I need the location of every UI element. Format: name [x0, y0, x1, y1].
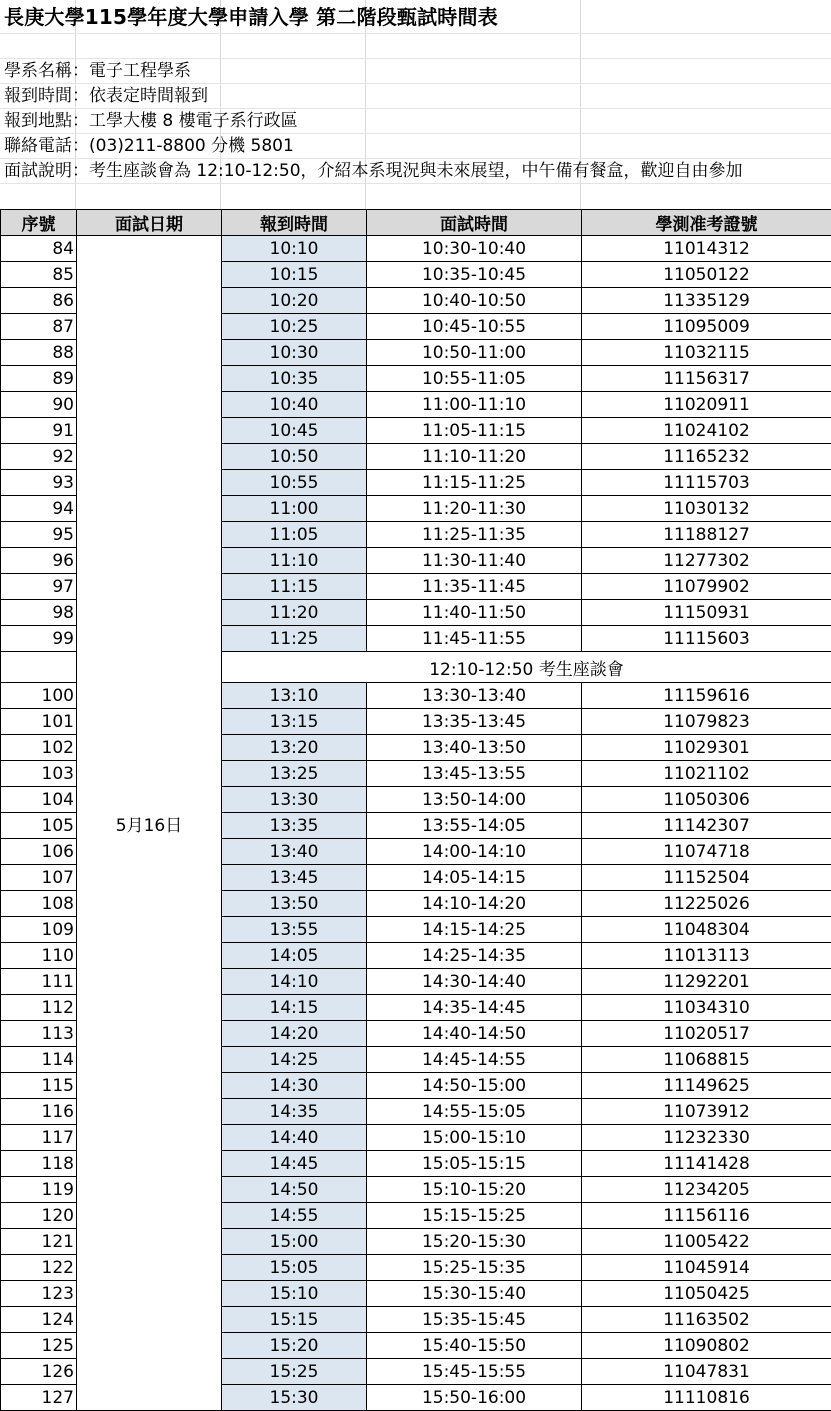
- header-seq: 序號: [1, 210, 77, 236]
- seq-cell: 90: [1, 392, 77, 418]
- exam-number-cell: 11150931: [582, 600, 831, 626]
- seq-cell: 94: [1, 496, 77, 522]
- interview-time-cell: 11:00-11:10: [367, 392, 582, 418]
- seq-cell: 114: [1, 1047, 77, 1073]
- interview-time-cell: 14:35-14:45: [367, 995, 582, 1021]
- interview-time-cell: 11:25-11:35: [367, 522, 582, 548]
- info-checkin-time: 報到時間：依表定時間報到: [4, 84, 208, 109]
- checkin-time-cell: 14:35: [222, 1099, 367, 1125]
- seq-cell: 86: [1, 288, 77, 314]
- checkin-time-cell: 10:15: [222, 262, 367, 288]
- exam-number-cell: 11095009: [582, 314, 831, 340]
- seq-cell: 121: [1, 1229, 77, 1255]
- interview-time-cell: 15:50-16:00: [367, 1385, 582, 1411]
- seq-cell: 92: [1, 444, 77, 470]
- seq-cell: 105: [1, 813, 77, 839]
- info-label: 面試說明: [4, 161, 72, 181]
- seq-cell: 88: [1, 340, 77, 366]
- checkin-time-cell: 15:25: [222, 1359, 367, 1385]
- exam-number-cell: 11050122: [582, 262, 831, 288]
- interview-time-cell: 15:25-15:35: [367, 1255, 582, 1281]
- checkin-time-cell: 13:35: [222, 813, 367, 839]
- exam-number-cell: 11030132: [582, 496, 831, 522]
- page-title: 長庚大學115學年度大學申請入學 第二階段甄試時間表: [4, 2, 498, 32]
- exam-number-cell: 11032115: [582, 340, 831, 366]
- checkin-time-cell: 15:05: [222, 1255, 367, 1281]
- checkin-time-cell: 10:10: [222, 236, 367, 262]
- seq-cell: 124: [1, 1307, 77, 1333]
- interview-time-cell: 13:30-13:40: [367, 683, 582, 709]
- exam-number-cell: 11110816: [582, 1385, 831, 1411]
- interview-time-cell: 13:35-13:45: [367, 709, 582, 735]
- exam-number-cell: 11165232: [582, 444, 831, 470]
- interview-time-cell: 15:15-15:25: [367, 1203, 582, 1229]
- interview-time-cell: 15:30-15:40: [367, 1281, 582, 1307]
- exam-number-cell: 11005422: [582, 1229, 831, 1255]
- exam-number-cell: 11014312: [582, 236, 831, 262]
- info-phone: 聯絡電話：(03)211-8800 分機 5801: [4, 134, 294, 159]
- interview-time-cell: 14:05-14:15: [367, 865, 582, 891]
- seq-cell: 87: [1, 314, 77, 340]
- interview-time-cell: 14:55-15:05: [367, 1099, 582, 1125]
- interview-time-cell: 13:40-13:50: [367, 735, 582, 761]
- exam-number-cell: 11068815: [582, 1047, 831, 1073]
- header-interview: 面試時間: [367, 210, 582, 236]
- seq-cell: 93: [1, 470, 77, 496]
- exam-number-cell: 11047831: [582, 1359, 831, 1385]
- checkin-time-cell: 10:40: [222, 392, 367, 418]
- header-date: 面試日期: [77, 210, 222, 236]
- header-checkin: 報到時間: [222, 210, 367, 236]
- exam-number-cell: 11115603: [582, 626, 831, 652]
- exam-number-cell: 11079902: [582, 574, 831, 600]
- checkin-time-cell: 14:20: [222, 1021, 367, 1047]
- exam-number-cell: 11277302: [582, 548, 831, 574]
- checkin-time-cell: 14:55: [222, 1203, 367, 1229]
- checkin-time-cell: 10:50: [222, 444, 367, 470]
- exam-number-cell: 11115703: [582, 470, 831, 496]
- info-value: 電子工程學系: [89, 61, 191, 81]
- table-row: [1, 236, 831, 262]
- info-checkin-location: 報到地點：工學大樓 8 樓電子系行政區: [4, 109, 298, 134]
- seq-cell: 125: [1, 1333, 77, 1359]
- checkin-time-cell: 14:15: [222, 995, 367, 1021]
- exam-number-cell: 11073912: [582, 1099, 831, 1125]
- seq-cell: 111: [1, 969, 77, 995]
- checkin-time-cell: 15:20: [222, 1333, 367, 1359]
- interview-time-cell: 11:20-11:30: [367, 496, 582, 522]
- interview-date-cell: 5月16日: [77, 236, 222, 1411]
- exam-number-cell: 11079823: [582, 709, 831, 735]
- exam-number-cell: 11149625: [582, 1073, 831, 1099]
- info-label: 學系名稱: [4, 61, 72, 81]
- exam-number-cell: 11074718: [582, 839, 831, 865]
- interview-time-cell: 14:30-14:40: [367, 969, 582, 995]
- interview-time-cell: 10:40-10:50: [367, 288, 582, 314]
- interview-time-cell: 14:00-14:10: [367, 839, 582, 865]
- interview-time-cell: 14:50-15:00: [367, 1073, 582, 1099]
- exam-number-cell: 11045914: [582, 1255, 831, 1281]
- checkin-time-cell: 10:25: [222, 314, 367, 340]
- checkin-time-cell: 11:15: [222, 574, 367, 600]
- interview-time-cell: 10:50-11:00: [367, 340, 582, 366]
- gridline: [0, 33, 831, 34]
- checkin-time-cell: 13:40: [222, 839, 367, 865]
- checkin-time-cell: 15:30: [222, 1385, 367, 1411]
- checkin-time-cell: 14:30: [222, 1073, 367, 1099]
- checkin-time-cell: 10:20: [222, 288, 367, 314]
- checkin-time-cell: 10:30: [222, 340, 367, 366]
- exam-number-cell: 11163502: [582, 1307, 831, 1333]
- table-header-row: [1, 210, 831, 236]
- exam-number-cell: 11292201: [582, 969, 831, 995]
- interview-time-cell: 13:45-13:55: [367, 761, 582, 787]
- exam-number-cell: 11021102: [582, 761, 831, 787]
- checkin-time-cell: 13:20: [222, 735, 367, 761]
- info-label: 聯絡電話: [4, 136, 72, 156]
- checkin-time-cell: 13:55: [222, 917, 367, 943]
- exam-number-cell: 11050306: [582, 787, 831, 813]
- checkin-time-cell: 11:20: [222, 600, 367, 626]
- interview-time-cell: 10:45-10:55: [367, 314, 582, 340]
- checkin-time-cell: 15:15: [222, 1307, 367, 1333]
- seq-cell: 118: [1, 1151, 77, 1177]
- break-session-label: 12:10-12:50 考生座談會: [222, 652, 831, 683]
- exam-number-cell: 11232330: [582, 1125, 831, 1151]
- checkin-time-cell: 11:10: [222, 548, 367, 574]
- info-value: 工學大樓 8 樓電子系行政區: [89, 111, 298, 131]
- interview-time-cell: 14:40-14:50: [367, 1021, 582, 1047]
- exam-number-cell: 11034310: [582, 995, 831, 1021]
- exam-number-cell: 11159616: [582, 683, 831, 709]
- seq-cell: 120: [1, 1203, 77, 1229]
- interview-time-cell: 11:30-11:40: [367, 548, 582, 574]
- seq-cell: 110: [1, 943, 77, 969]
- seq-cell: 123: [1, 1281, 77, 1307]
- exam-number-cell: 11188127: [582, 522, 831, 548]
- interview-time-cell: 15:40-15:50: [367, 1333, 582, 1359]
- exam-number-cell: 11029301: [582, 735, 831, 761]
- seq-cell: 101: [1, 709, 77, 735]
- checkin-time-cell: 14:10: [222, 969, 367, 995]
- checkin-time-cell: 13:45: [222, 865, 367, 891]
- seq-cell: 116: [1, 1099, 77, 1125]
- interview-time-cell: 11:35-11:45: [367, 574, 582, 600]
- info-label: 報到地點: [4, 111, 72, 131]
- seq-cell: 112: [1, 995, 77, 1021]
- checkin-time-cell: 13:50: [222, 891, 367, 917]
- seq-cell: 117: [1, 1125, 77, 1151]
- exam-number-cell: 11142307: [582, 813, 831, 839]
- interview-time-cell: 11:45-11:55: [367, 626, 582, 652]
- info-interview-note: 面試說明：考生座談會為 12:10-12:50，介紹本系現況與未來展望，中午備有餐盒，歡迎自由參加: [4, 159, 743, 184]
- interview-time-cell: 15:00-15:10: [367, 1125, 582, 1151]
- interview-time-cell: 10:35-10:45: [367, 262, 582, 288]
- seq-cell: 91: [1, 418, 77, 444]
- seq-cell: 89: [1, 366, 77, 392]
- interview-time-cell: 14:25-14:35: [367, 943, 582, 969]
- interview-time-cell: 13:55-14:05: [367, 813, 582, 839]
- info-value: 考生座談會為 12:10-12:50，介紹本系現況與未來展望，中午備有餐盒，歡迎自由參加: [89, 161, 743, 181]
- exam-number-cell: 11048304: [582, 917, 831, 943]
- interview-time-cell: 13:50-14:00: [367, 787, 582, 813]
- interview-time-cell: 15:20-15:30: [367, 1229, 582, 1255]
- exam-number-cell: 11225026: [582, 891, 831, 917]
- seq-cell: 106: [1, 839, 77, 865]
- schedule-table: [0, 209, 831, 1411]
- interview-time-cell: 15:45-15:55: [367, 1359, 582, 1385]
- seq-cell: 95: [1, 522, 77, 548]
- seq-cell: 113: [1, 1021, 77, 1047]
- seq-cell: 96: [1, 548, 77, 574]
- interview-time-cell: 11:15-11:25: [367, 470, 582, 496]
- seq-cell: 85: [1, 262, 77, 288]
- checkin-time-cell: 14:05: [222, 943, 367, 969]
- header-exam-no: 學測准考證號: [582, 210, 831, 236]
- exam-number-cell: 11013113: [582, 943, 831, 969]
- seq-cell: 84: [1, 236, 77, 262]
- interview-time-cell: 15:05-15:15: [367, 1151, 582, 1177]
- empty-cell: [1, 652, 77, 683]
- interview-time-cell: 11:05-11:15: [367, 418, 582, 444]
- seq-cell: 104: [1, 787, 77, 813]
- interview-time-cell: 11:40-11:50: [367, 600, 582, 626]
- exam-number-cell: 11090802: [582, 1333, 831, 1359]
- checkin-time-cell: 13:15: [222, 709, 367, 735]
- interview-time-cell: 10:55-11:05: [367, 366, 582, 392]
- interview-time-cell: 15:10-15:20: [367, 1177, 582, 1203]
- info-value: (03)211-8800 分機 5801: [89, 136, 294, 156]
- seq-cell: 126: [1, 1359, 77, 1385]
- seq-cell: 122: [1, 1255, 77, 1281]
- checkin-time-cell: 13:10: [222, 683, 367, 709]
- checkin-time-cell: 11:05: [222, 522, 367, 548]
- interview-time-cell: 14:15-14:25: [367, 917, 582, 943]
- exam-number-cell: 11020517: [582, 1021, 831, 1047]
- seq-cell: 98: [1, 600, 77, 626]
- exam-number-cell: 11020911: [582, 392, 831, 418]
- seq-cell: 107: [1, 865, 77, 891]
- exam-number-cell: 11024102: [582, 418, 831, 444]
- checkin-time-cell: 15:00: [222, 1229, 367, 1255]
- interview-time-cell: 15:35-15:45: [367, 1307, 582, 1333]
- info-department: 學系名稱：電子工程學系: [4, 59, 191, 84]
- seq-cell: 127: [1, 1385, 77, 1411]
- exam-number-cell: 11234205: [582, 1177, 831, 1203]
- exam-number-cell: 11141428: [582, 1151, 831, 1177]
- interview-time-cell: 14:45-14:55: [367, 1047, 582, 1073]
- checkin-time-cell: 15:10: [222, 1281, 367, 1307]
- seq-cell: 115: [1, 1073, 77, 1099]
- exam-number-cell: 11335129: [582, 288, 831, 314]
- checkin-time-cell: 14:40: [222, 1125, 367, 1151]
- exam-number-cell: 11152504: [582, 865, 831, 891]
- interview-time-cell: 14:10-14:20: [367, 891, 582, 917]
- seq-cell: 103: [1, 761, 77, 787]
- checkin-time-cell: 11:25: [222, 626, 367, 652]
- exam-number-cell: 11156116: [582, 1203, 831, 1229]
- checkin-time-cell: 14:45: [222, 1151, 367, 1177]
- seq-cell: 119: [1, 1177, 77, 1203]
- checkin-time-cell: 13:30: [222, 787, 367, 813]
- seq-cell: 99: [1, 626, 77, 652]
- seq-cell: 97: [1, 574, 77, 600]
- seq-cell: 100: [1, 683, 77, 709]
- seq-cell: 102: [1, 735, 77, 761]
- exam-number-cell: 11156317: [582, 366, 831, 392]
- checkin-time-cell: 10:35: [222, 366, 367, 392]
- info-label: 報到時間: [4, 86, 72, 106]
- interview-time-cell: 11:10-11:20: [367, 444, 582, 470]
- checkin-time-cell: 14:25: [222, 1047, 367, 1073]
- table-body: [1, 236, 831, 1411]
- checkin-time-cell: 14:50: [222, 1177, 367, 1203]
- seq-cell: 109: [1, 917, 77, 943]
- checkin-time-cell: 10:55: [222, 470, 367, 496]
- info-value: 依表定時間報到: [89, 86, 208, 106]
- exam-number-cell: 11050425: [582, 1281, 831, 1307]
- interview-time-cell: 10:30-10:40: [367, 236, 582, 262]
- checkin-time-cell: 10:45: [222, 418, 367, 444]
- checkin-time-cell: 13:25: [222, 761, 367, 787]
- seq-cell: 108: [1, 891, 77, 917]
- checkin-time-cell: 11:00: [222, 496, 367, 522]
